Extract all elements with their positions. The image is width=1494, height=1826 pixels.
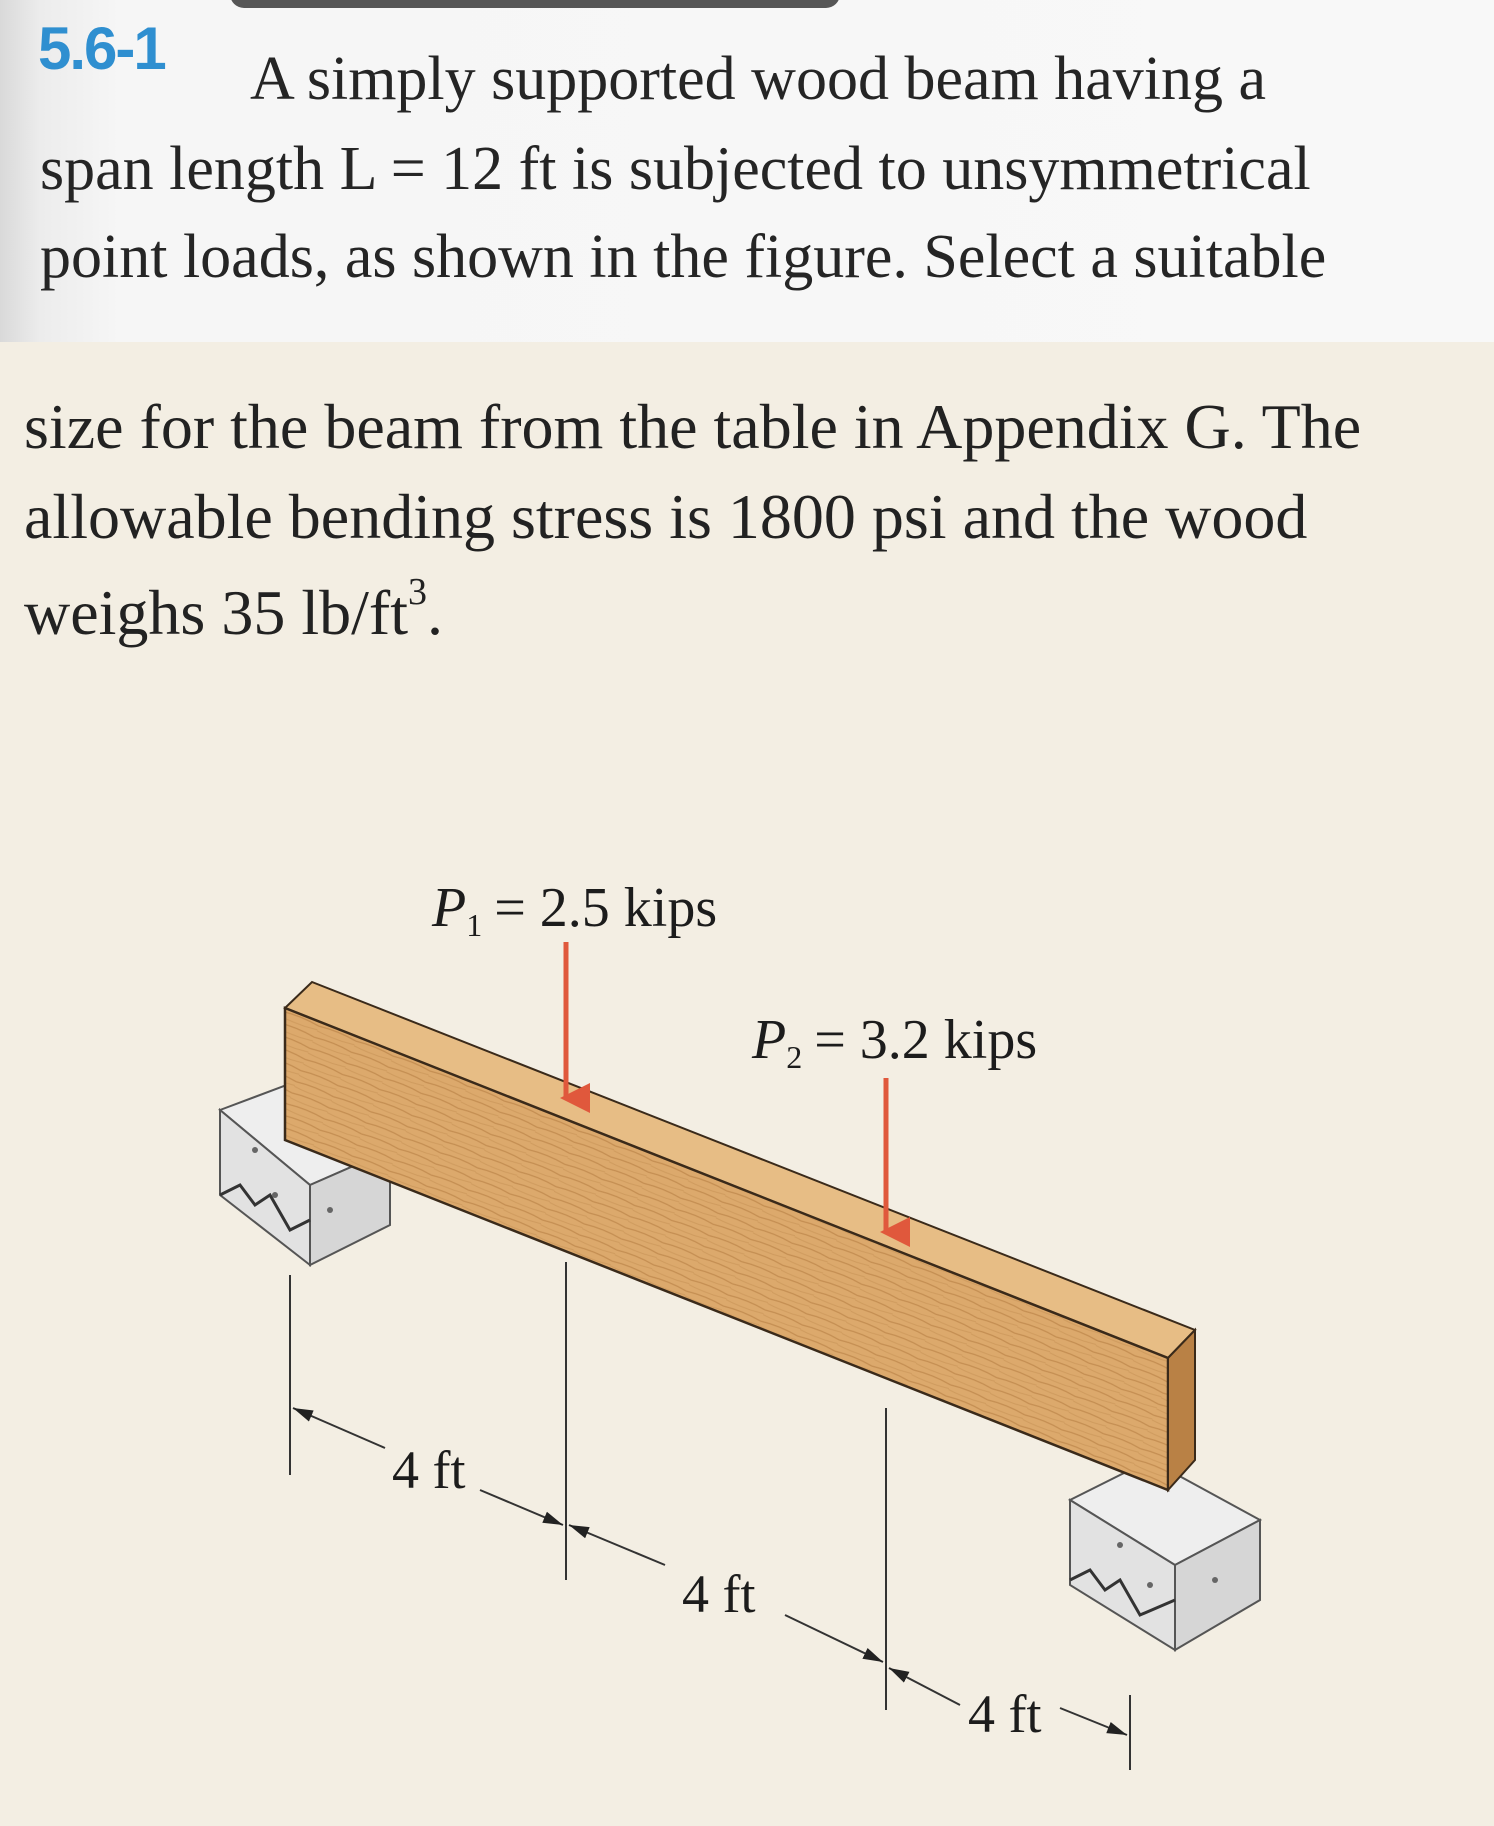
p2-symbol: P (752, 1009, 787, 1071)
end-period: . (426, 577, 443, 648)
p1-value: = 2.5 kips (494, 877, 718, 939)
problem-line-2: span length L = 12 ft is subjected to unsymmetrical (40, 135, 1311, 203)
p1-label (431, 877, 717, 943)
p1-symbol: P (432, 877, 467, 939)
p1-subscript: 1 (466, 907, 483, 943)
exponent: 3 (407, 571, 427, 613)
problem-line-6: weighs 35 lb/ft (24, 577, 408, 648)
p2-label (751, 1009, 1037, 1075)
dim-label-2: 4 ft (682, 1564, 756, 1624)
problem-number: 5.6-1 (38, 15, 165, 82)
p2-value: = 3.2 kips (814, 1009, 1038, 1071)
wood-beam (285, 982, 1195, 1490)
p2-subscript: 2 (786, 1039, 803, 1075)
problem-line-5: allowable bending stress is 1800 psi and the wood (24, 481, 1308, 552)
problem-line-4: size for the beam from the table in Appendix G. The (24, 391, 1362, 462)
problem-line-3: point loads, as shown in the figure. Select a suitable (40, 223, 1327, 291)
dim-label-3: 4 ft (968, 1684, 1042, 1744)
dim-label-1: 4 ft (392, 1440, 466, 1500)
problem-line-1: A simply supported wood beam having a (250, 45, 1266, 113)
